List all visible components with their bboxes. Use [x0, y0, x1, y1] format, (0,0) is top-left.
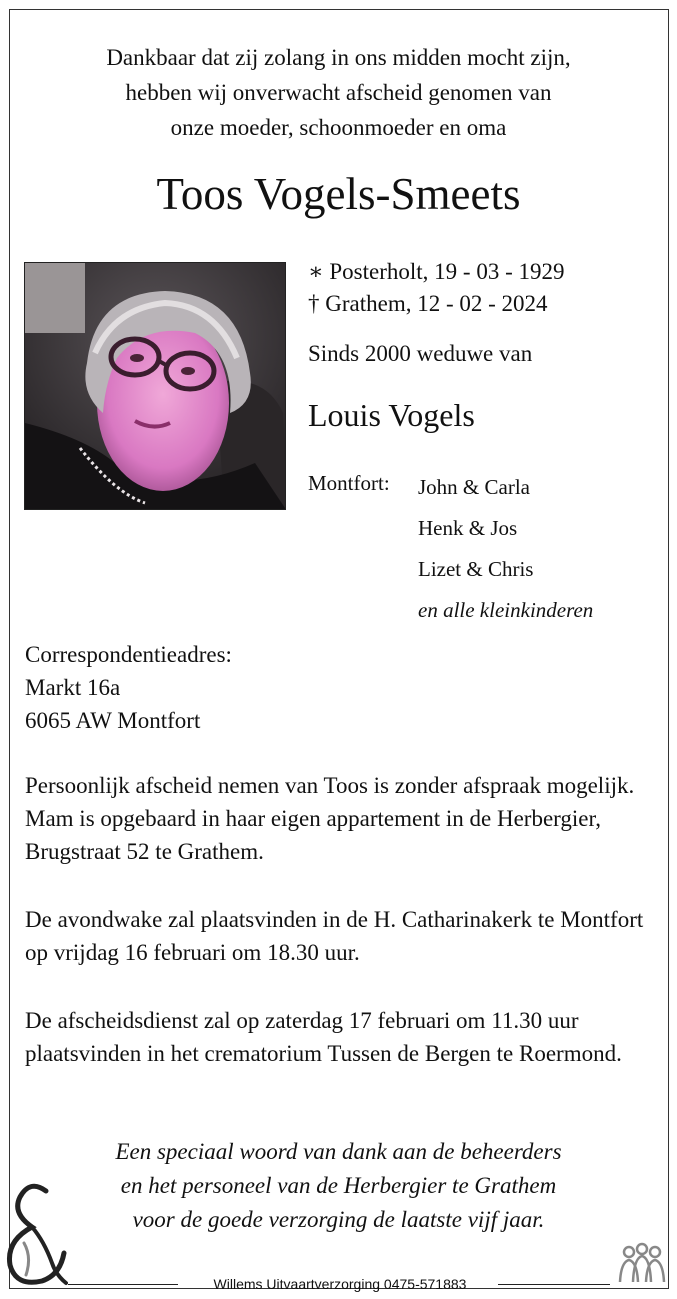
spouse-name: Louis Vogels [308, 397, 475, 433]
intro-line: hebben wij onverwacht afscheid genomen van [125, 80, 552, 105]
grandchildren: en alle kleinkinderen [418, 598, 594, 622]
address-street: Markt 16a [25, 675, 121, 700]
thanks-line: en het personeel van de Herbergier te Grathem [120, 1173, 557, 1198]
birth-line: ∗ Posterholt, 19 - 03 - 1929 [308, 259, 565, 284]
list-item: Lizet & Chris [418, 557, 534, 581]
widow-text: Sinds 2000 weduwe van [308, 341, 533, 366]
life-dates [308, 256, 564, 320]
portrait-photo [24, 262, 286, 510]
thanks-text [0, 1135, 677, 1237]
people-logo-icon [615, 1242, 669, 1291]
list-item: John & Carla [418, 475, 530, 499]
thanks-line: Een speciaal woord van dank aan de beheerders [115, 1139, 562, 1164]
address-label: Correspondentieadres: [25, 642, 232, 667]
footer-credit: Willems Uitvaartverzorging 0475-571883 [213, 1276, 467, 1292]
footer-rule-right [498, 1284, 610, 1285]
family-list [418, 467, 593, 631]
deceased-name: Toos Vogels-Smeets [156, 169, 521, 219]
intro-line: onze moeder, schoonmoeder en oma [170, 115, 507, 140]
thanks-line: voor de goede verzorging de laatste vijf jaar. [132, 1207, 545, 1232]
intro-text [0, 40, 677, 145]
list-item: Henk & Jos [418, 516, 518, 540]
death-line: † Grathem, 12 - 02 - 2024 [308, 291, 548, 316]
correspondence-address [25, 638, 232, 737]
footer-rule-left [68, 1284, 178, 1285]
address-city: 6065 AW Montfort [25, 708, 201, 733]
funeral-paragraph: De afscheidsdienst zal op zaterdag 17 februari om 11.30 uur plaatsvinden in het crematorium Tussen de Bergen te Roermond. [25, 1008, 622, 1066]
intro-line: Dankbaar dat zij zolang in ons midden mocht zijn, [106, 45, 571, 70]
family-place: Montfort: [308, 471, 390, 495]
ampersand-logo-icon [2, 1183, 68, 1294]
vigil-paragraph: De avondwake zal plaatsvinden in de H. Catharinakerk te Montfort op vrijdag 16 februari om 18.30 uur. [25, 907, 644, 965]
visitation-paragraph: Persoonlijk afscheid nemen van Toos is zonder afspraak mogelijk. Mam is opgebaard in haar eigen appartement in de Herbergier, Brugstraat 52 te Grathem. [25, 773, 635, 864]
